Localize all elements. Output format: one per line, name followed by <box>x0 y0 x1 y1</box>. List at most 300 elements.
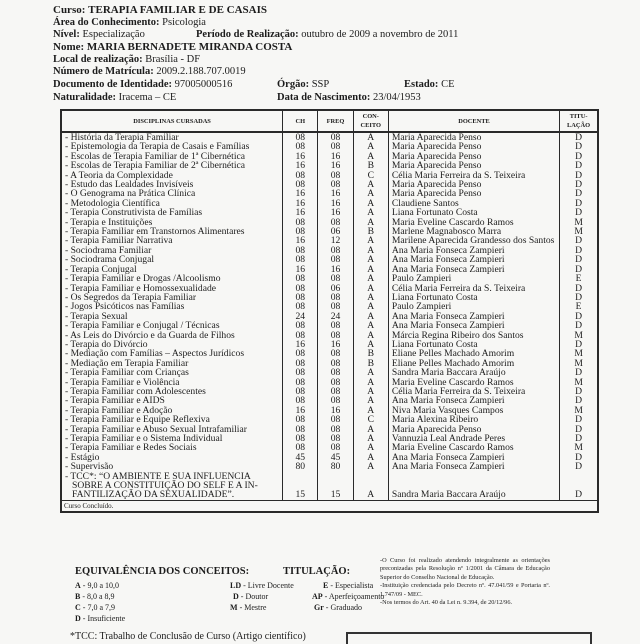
tcc-docente: Sandra Maria Baccara Araújo <box>388 472 559 501</box>
titulacao-cell: D <box>560 152 598 161</box>
student-name-value: MARIA BERNADETE MIRANDA COSTA <box>86 41 293 53</box>
table-row <box>61 302 598 311</box>
ch-cell: 08 <box>283 293 318 302</box>
conceito-cell: A <box>353 152 388 161</box>
conceito-cell: A <box>353 387 388 396</box>
period-value: outubro de 2009 a novembro de 2011 <box>301 29 459 40</box>
freq-cell: 08 <box>318 255 353 264</box>
disciplina-cell: - Sociodrama Familiar <box>61 246 283 255</box>
freq-cell: 16 <box>318 199 353 208</box>
titulacao-cell: D <box>560 255 598 264</box>
titulacao-cell: D <box>560 142 598 151</box>
docente-cell: Maria Aparecida Penso <box>388 132 559 142</box>
docente-cell: Eliane Pelles Machado Amorim <box>388 359 559 368</box>
docente-cell: Maria Aparecida Penso <box>388 142 559 151</box>
docente-cell: Ana Maria Fonseca Zampieri <box>388 312 559 321</box>
ch-cell: 16 <box>283 199 318 208</box>
docente-cell: Niva Maria Vasques Campos <box>388 406 559 415</box>
disciplina-cell: - Terapia Familiar com Adolescentes <box>61 387 283 396</box>
state-value: CE <box>441 79 455 90</box>
freq-cell: 16 <box>318 208 353 217</box>
freq-cell: 08 <box>318 434 353 443</box>
disciplina-cell: - Supervisão <box>61 462 283 471</box>
freq-cell: 24 <box>318 312 353 321</box>
signature-box <box>346 632 592 644</box>
titulacao-cell: M <box>560 218 598 227</box>
ch-cell: 80 <box>283 462 318 471</box>
freq-cell: 08 <box>318 359 353 368</box>
disciplina-cell: - Terapia Familiar com Crianças <box>61 368 283 377</box>
docente-cell: Liana Fortunato Costa <box>388 293 559 302</box>
legal-note: -Nos termos do Art. 40 da Lei n. 9.394, de 20/12/96. <box>380 599 513 607</box>
docente-cell: Ana Maria Fonseca Zampieri <box>388 396 559 405</box>
freq-cell: 16 <box>318 406 353 415</box>
ch-cell: 08 <box>283 378 318 387</box>
freq-cell: 08 <box>318 415 353 424</box>
titulacao-cell: M <box>560 349 598 358</box>
level-line <box>53 29 145 41</box>
docente-cell: Maria Aparecida Penso <box>388 189 559 198</box>
course-line <box>53 4 267 16</box>
location-value: Brasília - DF <box>145 54 201 65</box>
freq-cell: 08 <box>318 331 353 340</box>
docente-cell: Ana Maria Fonseca Zampieri <box>388 255 559 264</box>
birthplace-line <box>53 92 176 104</box>
titulacao-cell: M <box>560 227 598 236</box>
ch-cell: 08 <box>283 425 318 434</box>
docente-cell: Ana Maria Fonseca Zampieri <box>388 462 559 471</box>
docente-cell: Claudiene Santos <box>388 199 559 208</box>
ch-cell: 08 <box>283 387 318 396</box>
titulacao-cell: D <box>560 387 598 396</box>
disciplina-cell: - Terapia Familiar e Redes Sociais <box>61 443 283 452</box>
conceito-cell: A <box>353 189 388 198</box>
table-row <box>61 453 598 462</box>
birthdate-label: Data de Nascimento: <box>277 92 371 103</box>
issuer-line <box>277 79 329 91</box>
freq-cell: 08 <box>318 293 353 302</box>
col-header-conceito-l2: CEITO <box>360 122 381 129</box>
conceito-cell: A <box>353 302 388 311</box>
location-label: Local de realização: <box>53 54 143 65</box>
registration-label: Número de Matrícula: <box>53 66 154 77</box>
conceito-cell: A <box>353 199 388 208</box>
disciplina-cell: - Mediação com Famílias – Aspectos Jurídicos <box>61 349 283 358</box>
legal-notes <box>380 557 550 607</box>
freq-cell: 08 <box>318 425 353 434</box>
conceito-cell: A <box>353 246 388 255</box>
conceito-cell: B <box>353 349 388 358</box>
docente-cell: Maria Aparecida Penso <box>388 425 559 434</box>
docente-cell: Célia Maria Ferreira da S. Teixeira <box>388 387 559 396</box>
titulacao-cell: D <box>560 434 598 443</box>
ch-cell: 08 <box>283 331 318 340</box>
tcc-freq: 15 <box>318 472 353 501</box>
disciplina-cell: - Terapia Conjugal <box>61 265 283 274</box>
freq-cell: 08 <box>318 321 353 330</box>
registration-line <box>53 66 246 78</box>
conceito-cell: A <box>353 443 388 452</box>
disciplina-cell: - O Genograma na Prática Clínica <box>61 189 283 198</box>
conceito-cell: A <box>353 340 388 349</box>
disciplina-cell: - Terapia Familiar e Adoção <box>61 406 283 415</box>
titulacao-cell: D <box>560 340 598 349</box>
disciplina-cell: - Terapia Familiar e Abuso Sexual Intrafamiliar <box>61 425 283 434</box>
freq-cell: 08 <box>318 142 353 151</box>
student-name-line <box>53 41 292 53</box>
ch-cell: 08 <box>283 180 318 189</box>
birthplace-value: Iracema – CE <box>118 92 177 103</box>
ch-cell: 08 <box>283 246 318 255</box>
docente-cell: Maria Eveline Cascardo Ramos <box>388 218 559 227</box>
disciplina-cell: - Terapia Familiar e Drogas /Alcoolismo <box>61 274 283 283</box>
docente-cell: Vannuzia Leal Andrade Peres <box>388 434 559 443</box>
col-header-ch: CH <box>283 110 318 132</box>
table-row-tcc <box>61 472 598 501</box>
ch-cell: 16 <box>283 265 318 274</box>
disciplina-cell: - Epistemologia da Terapia de Casais e Famílias <box>61 142 283 151</box>
disciplina-cell: - Estudo das Lealdades Invisíveis <box>61 180 283 189</box>
docente-cell: Liana Fortunato Costa <box>388 340 559 349</box>
disciplina-cell: - Sociodrama Conjugal <box>61 255 283 264</box>
titulacao-cell: D <box>560 208 598 217</box>
ch-cell: 08 <box>283 302 318 311</box>
freq-cell: 08 <box>318 274 353 283</box>
ch-cell: 24 <box>283 312 318 321</box>
ch-cell: 08 <box>283 284 318 293</box>
disciplina-cell: - Escolas de Terapia Familiar de 2ª Cibernética <box>61 161 283 170</box>
disciplina-cell: - Terapia Construtivista de Famílias <box>61 208 283 217</box>
col-header-titulacao <box>560 110 598 132</box>
titulacao-cell: D <box>560 161 598 170</box>
grades-table-body <box>61 132 598 472</box>
registration-value: 2009.2.188.707.0019 <box>156 66 246 77</box>
titulation-item: M - Mestre <box>230 603 267 612</box>
conceito-cell: A <box>353 378 388 387</box>
freq-cell: 06 <box>318 227 353 236</box>
ch-cell: 08 <box>283 415 318 424</box>
disciplina-cell: - Os Segredos da Terapia Familiar <box>61 293 283 302</box>
titulacao-cell: D <box>560 415 598 424</box>
freq-cell: 08 <box>318 396 353 405</box>
ch-cell: 16 <box>283 406 318 415</box>
titulacao-cell: D <box>560 312 598 321</box>
conceito-cell: A <box>353 368 388 377</box>
col-header-freq: FREQ <box>318 110 353 132</box>
titulacao-cell: D <box>560 462 598 471</box>
docente-cell: Paulo Zampieri <box>388 302 559 311</box>
titulacao-cell: M <box>560 331 598 340</box>
docente-cell: Marilene Aparecida Grandesso dos Santos <box>388 236 559 245</box>
docente-cell: Maria Aparecida Penso <box>388 180 559 189</box>
docente-cell: Marlene Magnabosco Marra <box>388 227 559 236</box>
ch-cell: 08 <box>283 443 318 452</box>
conceito-cell: A <box>353 453 388 462</box>
conceito-cell: B <box>353 227 388 236</box>
id-document-value: 97005000516 <box>174 79 233 90</box>
table-row <box>61 255 598 264</box>
conceito-cell: A <box>353 406 388 415</box>
titulacao-cell: D <box>560 293 598 302</box>
knowledge-area-value: Psicologia <box>162 17 206 28</box>
ch-cell: 16 <box>283 152 318 161</box>
disciplina-cell: - Terapia e Instituições <box>61 218 283 227</box>
tcc-title-l1: - TCC*: “O AMBIENTE E SUA INFLUENCIA <box>65 470 251 482</box>
equivalence-item: B - 8,0 a 8,9 <box>75 592 115 601</box>
ch-cell: 08 <box>283 321 318 330</box>
disciplina-cell: - A Teoria da Complexidade <box>61 171 283 180</box>
ch-cell: 16 <box>283 236 318 245</box>
level-value: Especialização <box>82 29 145 40</box>
disciplina-cell: - Mediação em Terapia Familiar <box>61 359 283 368</box>
disciplina-cell: - Terapia Sexual <box>61 312 283 321</box>
freq-cell: 16 <box>318 265 353 274</box>
legal-note: -O Curso foi realizado atendendo integralmente as orientações preconizadas pela Resolução nº 1/2001 da Câmara de Educação Superior do Conselho Nacional de Educação. <box>380 557 550 581</box>
table-row <box>61 443 598 452</box>
course-label: Curso: <box>53 4 86 16</box>
conceito-cell: C <box>353 171 388 180</box>
equivalence-item: D - Insuficiente <box>75 614 126 623</box>
titulacao-cell: D <box>560 236 598 245</box>
disciplina-cell: - Jogos Psicóticos nas Famílias <box>61 302 283 311</box>
ch-cell: 08 <box>283 255 318 264</box>
freq-cell: 08 <box>318 218 353 227</box>
conceito-cell: A <box>353 434 388 443</box>
disciplina-cell: - História da Terapia Familiar <box>61 132 283 142</box>
freq-cell: 08 <box>318 387 353 396</box>
disciplina-cell: - Terapia Familiar e Homossexualidade <box>61 284 283 293</box>
conceito-cell: A <box>353 218 388 227</box>
knowledge-area-label: Área do Conhecimento: <box>53 17 160 28</box>
freq-cell: 80 <box>318 462 353 471</box>
docente-cell: Paulo Zampieri <box>388 274 559 283</box>
docente-cell: Maria Alexina Ribeiro <box>388 415 559 424</box>
freq-cell: 08 <box>318 302 353 311</box>
conceito-cell: A <box>353 321 388 330</box>
col-header-titulacao-l1: TITU- <box>569 113 588 120</box>
state-label: Estado: <box>404 79 439 90</box>
disciplina-cell: - Terapia do Divórcio <box>61 340 283 349</box>
table-footer-row <box>61 500 598 512</box>
disciplina-cell: - Terapia Familiar Narrativa <box>61 236 283 245</box>
table-header-row <box>61 110 598 132</box>
freq-cell: 08 <box>318 368 353 377</box>
disciplina-cell: - Terapia Familiar e Equipe Reflexiva <box>61 415 283 424</box>
titulacao-cell: D <box>560 284 598 293</box>
freq-cell: 16 <box>318 152 353 161</box>
disciplina-cell: - Terapia Familiar em Transtornos Alimentares <box>61 227 283 236</box>
ch-cell: 08 <box>283 132 318 142</box>
titulation-item: E - Especialista <box>323 581 374 590</box>
docente-cell: Ana Maria Fonseca Zampieri <box>388 321 559 330</box>
conceito-cell: A <box>353 274 388 283</box>
ch-cell: 08 <box>283 396 318 405</box>
freq-cell: 08 <box>318 443 353 452</box>
freq-cell: 08 <box>318 132 353 142</box>
freq-cell: 08 <box>318 246 353 255</box>
period-line <box>196 29 458 41</box>
conceito-cell: A <box>353 284 388 293</box>
ch-cell: 16 <box>283 208 318 217</box>
equivalence-title: EQUIVALÊNCIA DOS CONCEITOS: <box>75 566 250 577</box>
freq-cell: 16 <box>318 340 353 349</box>
disciplina-cell: - Metodologia Científica <box>61 199 283 208</box>
titulacao-cell: D <box>560 368 598 377</box>
ch-cell: 08 <box>283 349 318 358</box>
docente-cell: Liana Fortunato Costa <box>388 208 559 217</box>
tcc-ch: 15 <box>283 472 318 501</box>
titulacao-cell: M <box>560 359 598 368</box>
titulacao-cell: D <box>560 171 598 180</box>
student-name-label: Nome: <box>53 41 85 53</box>
docente-cell: Maria Aparecida Penso <box>388 161 559 170</box>
freq-cell: 16 <box>318 161 353 170</box>
tcc-conceito: A <box>353 472 388 501</box>
conceito-cell: A <box>353 208 388 217</box>
titulacao-cell: D <box>560 425 598 434</box>
ch-cell: 08 <box>283 142 318 151</box>
titulation-item: Gr - Graduado <box>314 603 362 612</box>
docente-cell: Sandra Maria Baccara Araújo <box>388 368 559 377</box>
docente-cell: Maria Eveline Cascardo Ramos <box>388 443 559 452</box>
ch-cell: 08 <box>283 368 318 377</box>
freq-cell: 16 <box>318 189 353 198</box>
titulacao-cell: M <box>560 378 598 387</box>
conceito-cell: A <box>353 331 388 340</box>
titulation-col-1 <box>230 580 294 613</box>
id-document-label: Documento de Identidade: <box>53 79 173 90</box>
titulacao-cell: D <box>560 396 598 405</box>
disciplina-cell: - As Leis do Divórcio e da Guarda de Filhos <box>61 331 283 340</box>
docente-cell: Ana Maria Fonseca Zampieri <box>388 453 559 462</box>
disciplina-cell: - Terapia Familiar e Violência <box>61 378 283 387</box>
col-header-conceito-l1: CON- <box>362 113 379 120</box>
equivalence-list <box>75 580 125 624</box>
tcc-title-l2: SOBRE A CONSTITUIÇÃO DO SELF E A IN- <box>72 480 258 492</box>
titulacao-cell: D <box>560 189 598 198</box>
grades-table <box>60 109 599 513</box>
disciplina-cell: - Terapia Familiar e Conjugal / Técnicas <box>61 321 283 330</box>
titulacao-cell: E <box>560 302 598 311</box>
docente-cell: Célia Maria Ferreira da S. Teixeira <box>388 284 559 293</box>
col-header-titulacao-l2: LAÇÃO <box>567 122 591 129</box>
docente-cell: Maria Eveline Cascardo Ramos <box>388 378 559 387</box>
titulation-item: D - Doutor <box>233 592 269 601</box>
conceito-cell: A <box>353 462 388 471</box>
ch-cell: 08 <box>283 434 318 443</box>
docente-cell: Ana Maria Fonseca Zampieri <box>388 246 559 255</box>
ch-cell: 08 <box>283 171 318 180</box>
disciplina-cell: - Escolas de Terapia Familiar de 1ª Cibernética <box>61 152 283 161</box>
issuer-label: Órgão: <box>277 79 310 90</box>
col-header-docente: DOCENTE <box>388 110 559 132</box>
conceito-cell: A <box>353 236 388 245</box>
birthplace-label: Naturalidade: <box>53 92 116 103</box>
docente-cell: Eliane Pelles Machado Amorim <box>388 349 559 358</box>
titulation-title: TITULAÇÃO: <box>283 566 351 577</box>
titulacao-cell: D <box>560 246 598 255</box>
freq-cell: 08 <box>318 180 353 189</box>
docente-cell: Ana Maria Fonseca Zampieri <box>388 265 559 274</box>
legal-note: -Instituição credenciada pelo Decreto nº. 47.041/59 e Portaria nº. 1.747/09 - MEC. <box>380 582 550 598</box>
conceito-cell: A <box>353 293 388 302</box>
disciplina-cell: - Estágio <box>61 453 283 462</box>
birthdate-value: 23/04/1953 <box>372 92 421 103</box>
docente-cell: Márcia Regina Ribeiro dos Santos <box>388 331 559 340</box>
level-label: Nível: <box>53 29 80 40</box>
titulacao-cell: E <box>560 274 598 283</box>
titulacao-cell: D <box>560 180 598 189</box>
docente-cell: Maria Aparecida Penso <box>388 152 559 161</box>
conceito-cell: A <box>353 180 388 189</box>
freq-cell: 08 <box>318 378 353 387</box>
tcc-title <box>61 472 283 501</box>
conceito-cell: C <box>353 415 388 424</box>
freq-cell: 08 <box>318 349 353 358</box>
equivalence-item: A - 9,0 a 10,0 <box>75 581 119 590</box>
docente-cell: Célia Maria Ferreira da S. Teixeira <box>388 171 559 180</box>
titulacao-cell: M <box>560 406 598 415</box>
knowledge-area-line <box>53 17 206 29</box>
col-header-disciplinas: DISCIPLINAS CURSADAS <box>61 110 283 132</box>
conceito-cell: A <box>353 132 388 142</box>
freq-cell: 06 <box>318 284 353 293</box>
titulacao-cell: D <box>560 453 598 462</box>
titulacao-cell: M <box>560 443 598 452</box>
ch-cell: 08 <box>283 227 318 236</box>
ch-cell: 16 <box>283 189 318 198</box>
course-status: Curso Concluído. <box>61 500 598 512</box>
freq-cell: 12 <box>318 236 353 245</box>
conceito-cell: B <box>353 359 388 368</box>
id-document-line <box>53 79 232 91</box>
disciplina-cell: - Terapia Familiar e AIDS <box>61 396 283 405</box>
tcc-title-l3: FANTILIZAÇÃO DA SEXUALIDADE”. <box>72 489 235 501</box>
titulacao-cell: D <box>560 265 598 274</box>
conceito-cell: A <box>353 396 388 405</box>
col-header-conceito <box>353 110 388 132</box>
disciplina-cell: - Terapia Familiar e o Sistema Individual <box>61 434 283 443</box>
titulacao-cell: D <box>560 199 598 208</box>
ch-cell: 16 <box>283 161 318 170</box>
course-name: TERAPIA FAMILIAR E DE CASAIS <box>88 4 268 16</box>
titulation-item: AP - Aperfeiçoamento <box>312 592 385 601</box>
ch-cell: 16 <box>283 340 318 349</box>
conceito-cell: A <box>353 142 388 151</box>
titulacao-cell: D <box>560 132 598 142</box>
titulation-item: LD - Livre Docente <box>230 581 294 590</box>
conceito-cell: A <box>353 255 388 264</box>
tcc-titulacao: D <box>560 472 598 501</box>
freq-cell: 45 <box>318 453 353 462</box>
titulation-col-2 <box>312 580 384 613</box>
ch-cell: 45 <box>283 453 318 462</box>
conceito-cell: B <box>353 161 388 170</box>
state-line <box>404 79 454 91</box>
location-line <box>53 54 200 66</box>
tcc-footnote: *TCC: Trabalho de Conclusão de Curso (Artigo científico) <box>70 631 306 642</box>
birthdate-line <box>277 92 421 104</box>
titulacao-cell: D <box>560 321 598 330</box>
ch-cell: 08 <box>283 218 318 227</box>
issuer-value: SSP <box>311 79 330 90</box>
equivalence-item: C - 7,0 a 7,9 <box>75 603 115 612</box>
period-label: Período de Realização: <box>196 29 299 40</box>
freq-cell: 08 <box>318 171 353 180</box>
ch-cell: 08 <box>283 274 318 283</box>
conceito-cell: A <box>353 312 388 321</box>
conceito-cell: A <box>353 425 388 434</box>
